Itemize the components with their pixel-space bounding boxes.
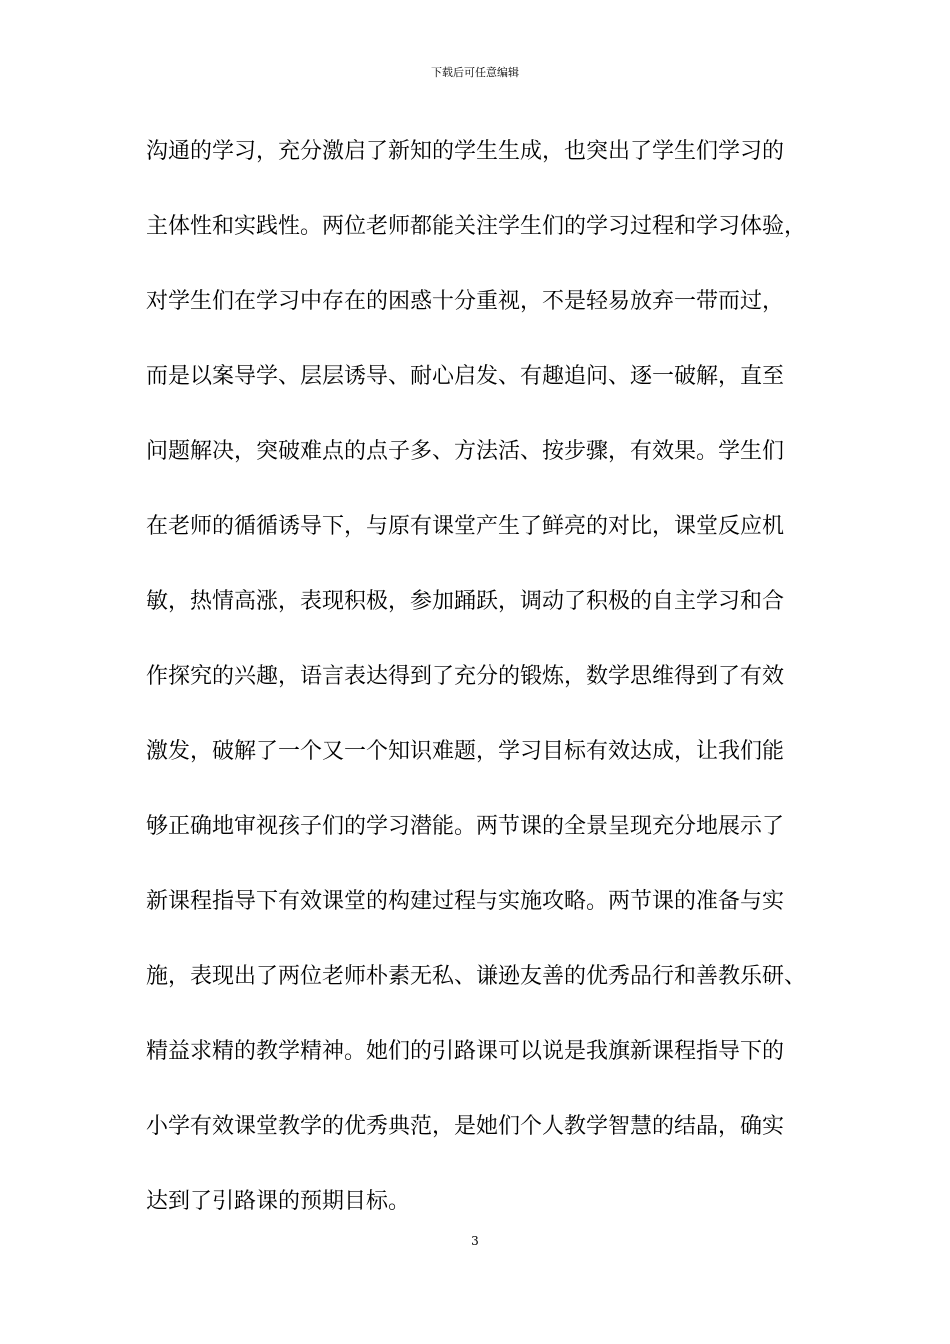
text-line: 在老师的循循诱导下，与原有课堂产生了鲜亮的对比，课堂反应机: [146, 514, 785, 539]
page-header: 下载后可任意编辑: [431, 66, 519, 79]
text-line: 新课程指导下有效课堂的构建过程与实施攻略。两节课的准备与实: [146, 889, 785, 914]
page-number: 3: [471, 1234, 479, 1248]
text-line: 够正确地审视孩子们的学习潜能。两节课的全景呈现充分地展示了: [146, 814, 785, 839]
text-line: 小学有效课堂教学的优秀典范，是她们个人教学智慧的结晶，确实: [146, 1114, 785, 1139]
text-line: 主体性和实践性。两位老师都能关注学生们的学习过程和学习体验，: [146, 214, 807, 239]
text-line: 敏，热情高涨，表现积极，参加踊跃，调动了积极的自主学习和合: [146, 589, 785, 614]
text-line: 沟通的学习，充分激启了新知的学生生成，也突出了学生们学习的: [146, 139, 785, 164]
text-line: 精益求精的教学精神。她们的引路课可以说是我旗新课程指导下的: [146, 1039, 785, 1064]
text-line: 而是以案导学、层层诱导、耐心启发、有趣追问、逐一破解，直至: [146, 364, 785, 389]
body-text: [146, 134, 836, 1259]
text-line: 作探究的兴趣，语言表达得到了充分的锻炼，数学思维得到了有效: [146, 664, 785, 689]
text-line: 对学生们在学习中存在的困惑十分重视，不是轻易放弃一带而过，: [146, 289, 785, 314]
text-line: 问题解决，突破难点的点子多、方法活、按步骤，有效果。学生们: [146, 439, 785, 464]
text-line: 施，表现出了两位老师朴素无私、谦逊友善的优秀品行和善教乐研、: [146, 964, 807, 989]
text-line: 激发，破解了一个又一个知识难题，学习目标有效达成，让我们能: [146, 739, 785, 764]
text-line: 达到了引路课的预期目标。: [146, 1189, 411, 1214]
